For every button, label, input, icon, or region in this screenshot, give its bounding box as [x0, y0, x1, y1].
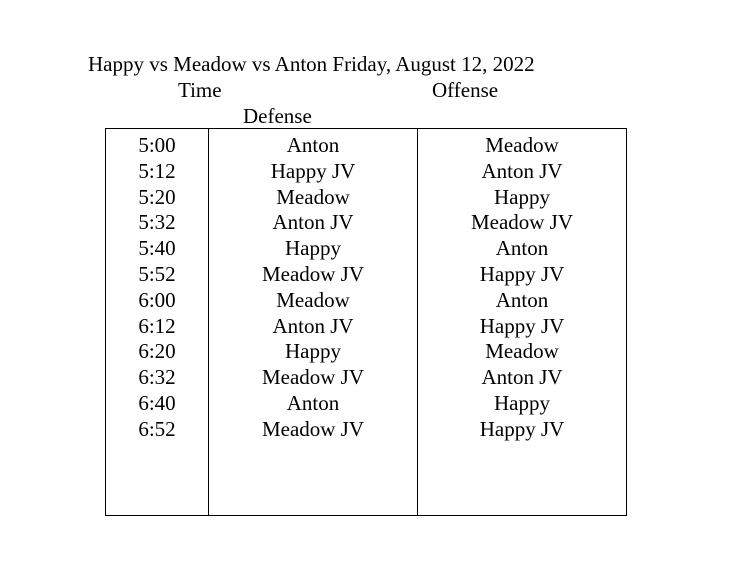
time-cell: 6:20: [138, 339, 176, 364]
time-cell: 5:40: [138, 236, 176, 261]
offense-cell: Happy JV: [479, 261, 565, 286]
header-time: Time: [178, 78, 222, 102]
time-cell: 6:32: [138, 365, 176, 390]
defense-cell: Anton: [286, 133, 340, 157]
time-cell: 6:12: [138, 313, 176, 338]
table-row: [106, 209, 626, 235]
time-cell: 5:12: [138, 158, 176, 183]
table-row: [106, 338, 626, 364]
defense-cell: Anton JV: [272, 210, 354, 235]
table-row: [106, 158, 626, 184]
time-cell: 5:00: [138, 133, 176, 157]
defense-cell: Happy: [285, 236, 341, 261]
table-row: [106, 235, 626, 261]
defense-cell: Meadow JV: [261, 365, 365, 390]
defense-cell: Anton JV: [272, 313, 354, 338]
offense-cell: Meadow: [485, 133, 559, 157]
time-cell: 5:20: [138, 184, 176, 209]
offense-cell: Meadow JV: [470, 210, 574, 235]
table-row: [106, 184, 626, 210]
schedule-table: [105, 128, 627, 516]
offense-cell: Happy: [494, 390, 550, 415]
table-row: [106, 132, 626, 158]
offense-cell: Meadow: [485, 339, 559, 364]
time-cell: 6:00: [138, 287, 176, 312]
table-row: [106, 287, 626, 313]
header-defense: Defense: [243, 104, 312, 128]
offense-cell: Happy JV: [479, 313, 565, 338]
defense-cell: Meadow: [276, 287, 350, 312]
defense-cell: Meadow JV: [261, 261, 365, 286]
table-row: [106, 390, 626, 416]
time-cell: 5:32: [138, 210, 176, 235]
page-title: Happy vs Meadow vs Anton Friday, August 12, 2022: [88, 52, 535, 76]
table-row: [106, 261, 626, 287]
defense-cell: Happy: [285, 339, 341, 364]
offense-cell: Happy JV: [479, 416, 565, 441]
defense-cell: Happy JV: [270, 158, 356, 183]
defense-cell: Meadow: [276, 184, 350, 209]
time-cell: 6:40: [138, 390, 176, 415]
table-row: [106, 364, 626, 390]
schedule-rows: [106, 132, 626, 442]
table-row: [106, 416, 626, 442]
defense-cell: Anton: [286, 390, 340, 415]
offense-cell: Anton: [495, 236, 549, 261]
time-cell: 5:52: [138, 261, 176, 286]
offense-cell: Anton JV: [481, 365, 563, 390]
table-row: [106, 313, 626, 339]
offense-cell: Anton JV: [481, 158, 563, 183]
header-offense: Offense: [432, 78, 499, 102]
offense-cell: Anton: [495, 287, 549, 312]
defense-cell: Meadow JV: [261, 416, 365, 441]
offense-cell: Happy: [494, 184, 550, 209]
time-cell: 6:52: [138, 416, 176, 441]
